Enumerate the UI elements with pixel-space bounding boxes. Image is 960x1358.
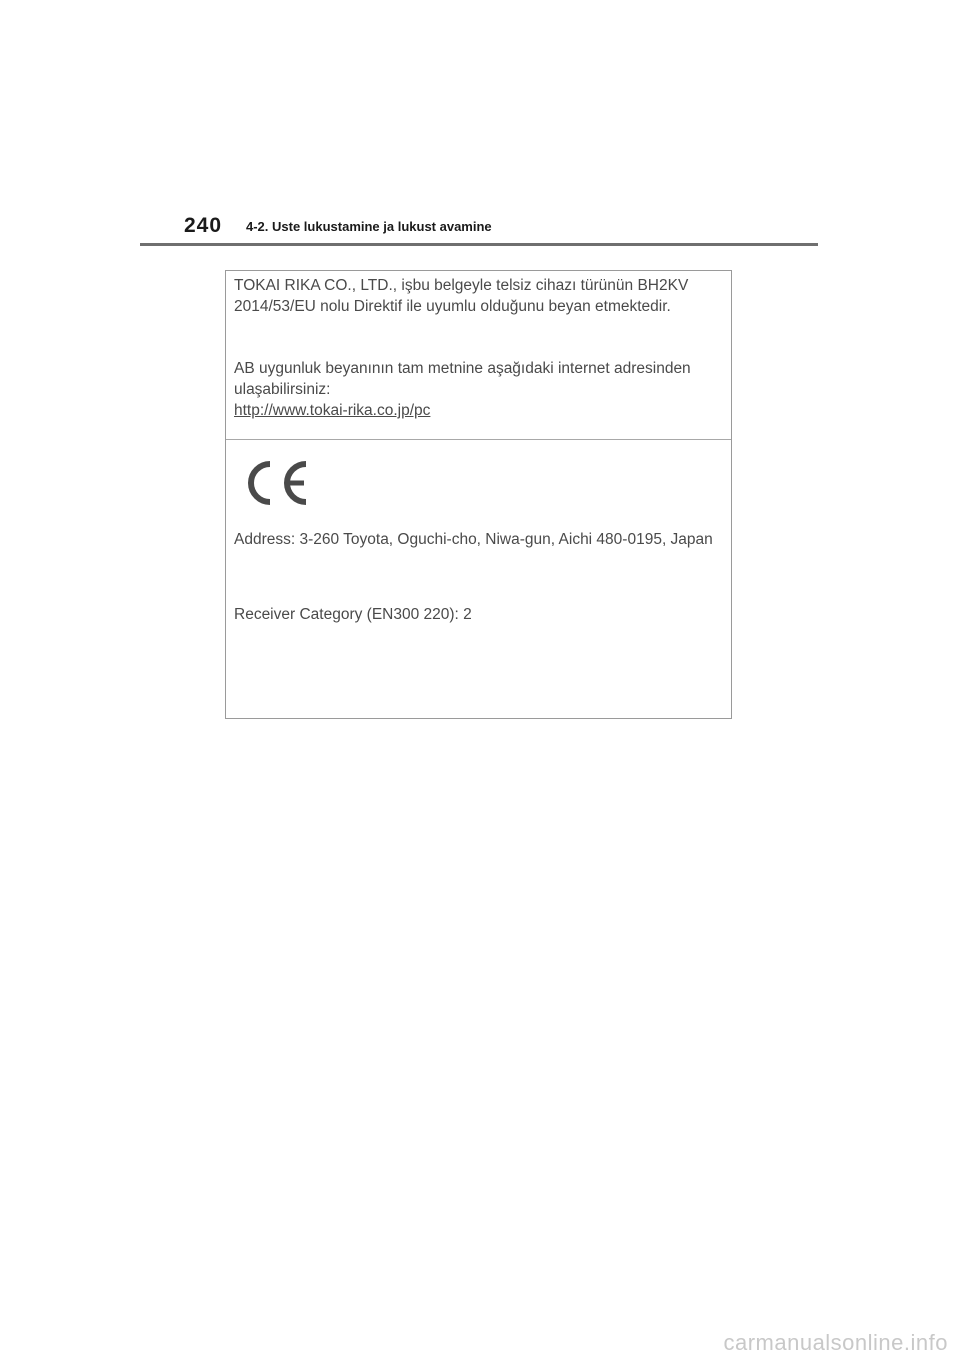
header-divider [140, 243, 818, 246]
page-number: 240 [184, 214, 223, 237]
conformity-text: AB uygunluk beyanının tam metnine aşağıdaki internet adresinden ulaşabilirsiniz: [234, 360, 691, 398]
watermark-text: carmanualsonline.info [723, 1330, 948, 1355]
ce-mark-icon [238, 457, 310, 509]
declaration-section [226, 271, 731, 440]
address-text: Address: 3-260 Toyota, Oguchi-cho, Niwa-gun, Aichi 480-0195, Japan [234, 531, 713, 548]
declaration-url-link[interactable]: http://www.tokai-rika.co.jp/pc [234, 402, 431, 419]
regulatory-label-box [225, 270, 732, 719]
declaration-text: TOKAI RIKA CO., LTD., işbu belgeyle telsiz cihazı türünün BH2KV 2014/53/EU nolu Direktif ile uyumlu olduğunu beyan etmektedir. [234, 277, 689, 315]
receiver-category-text: Receiver Category (EN300 220): 2 [234, 606, 472, 623]
section-title: 4-2. Uste lukustamine ja lukust avamine [246, 219, 492, 234]
